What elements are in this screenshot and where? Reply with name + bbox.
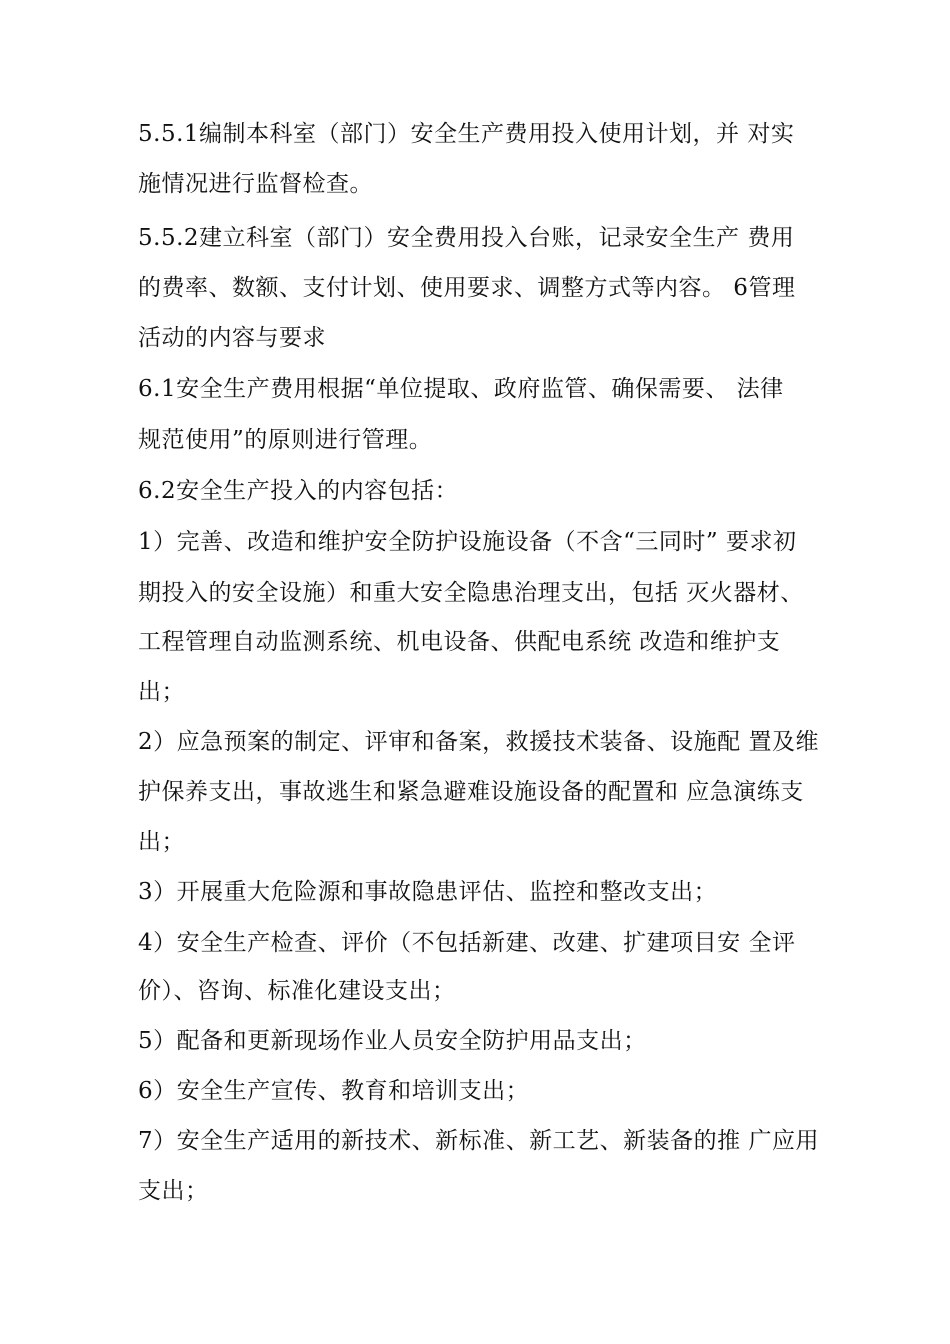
text-line: 5.5.1编制本科室（部门）安全生产费用投入使用计划，并 对实 <box>138 121 795 147</box>
text-line: 的费率、数额、支付计划、使用要求、调整方式等内容。 6管理 <box>138 275 796 301</box>
text-line: 出； <box>138 679 185 705</box>
text-line: 6.1安全生产费用根据“单位提取、政府监管、确保需要、 法律 <box>138 376 784 402</box>
text-line: 6.2安全生产投入的内容包括： <box>138 478 459 504</box>
text-line: 6）安全生产宣传、教育和培训支出； <box>138 1078 530 1104</box>
text-line: 3）开展重大危险源和事故隐患评估、监控和整改支出； <box>138 879 718 905</box>
text-line: 1）完善、改造和维护安全防护设施设备（不含“三同时” 要求初 <box>138 529 797 555</box>
text-line: 规范使用”的原则进行管理。 <box>138 427 433 453</box>
text-line: 5.5.2建立科室（部门）安全费用投入台账，记录安全生产 费用 <box>138 225 795 251</box>
text-line: 4）安全生产检查、评价（不包括新建、改建、扩建项目安 全评 <box>138 930 796 956</box>
text-line: 期投入的安全设施）和重大安全隐患治理支出，包括 灭火器材、 <box>138 580 804 606</box>
text-line: 支出； <box>138 1178 209 1204</box>
text-line: 7）安全生产适用的新技术、新标准、新工艺、新装备的推 广应用 <box>138 1128 819 1154</box>
text-line: 护保养支出，事故逃生和紧急避难设施设备的配置和 应急演练支 <box>138 779 804 805</box>
text-line: 活动的内容与要求 <box>138 325 326 351</box>
text-line: 2）应急预案的制定、评审和备案，救援技术装备、设施配 置及维 <box>138 729 819 755</box>
text-line: 工程管理自动监测系统、机电设备、供配电系统 改造和维护支 <box>138 629 781 655</box>
text-line: 出； <box>138 829 185 855</box>
text-line: 价）、咨询、标准化建设支出； <box>138 978 456 1004</box>
text-line: 5）配备和更新现场作业人员安全防护用品支出； <box>138 1028 647 1054</box>
text-line: 施情况进行监督检查。 <box>138 171 373 197</box>
